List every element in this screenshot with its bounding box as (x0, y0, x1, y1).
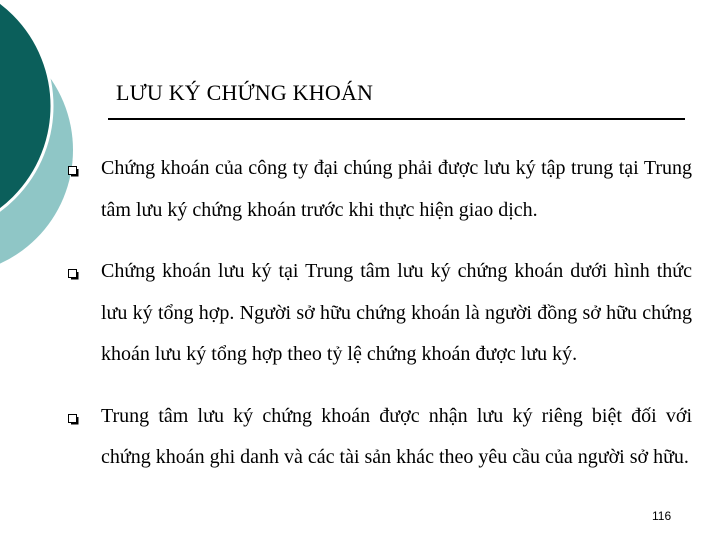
hollow-square-bullet-icon (68, 166, 79, 177)
bullet-text: Trung tâm lưu ký chứng khoán được nhận lưu ký riêng biệt đối với chứng khoán ghi danh và các tài sản khác theo yêu cầu của người sở hữu. (101, 404, 692, 468)
bullet-item (68, 148, 692, 231)
hollow-square-bullet-icon (68, 414, 79, 425)
slide-title: LƯU KÝ CHỨNG KHOÁN (116, 80, 374, 105)
hollow-square-bullet-icon (68, 269, 79, 280)
bullet-list (68, 128, 692, 499)
bullet-item (68, 251, 692, 376)
bullet-text: Chứng khoán lưu ký tại Trung tâm lưu ký chứng khoán dưới hình thức lưu ký tổng hợp. Người sở hữu chứng khoán là người đồng sở hữu chứng khoán lưu ký tổng hợp theo tỷ lệ chứng khoán được lưu ký. (101, 260, 692, 365)
page-number: 116 (652, 509, 672, 523)
bullet-item (68, 396, 692, 479)
bullet-text: Chứng khoán của công ty đại chúng phải được lưu ký tập trung tại Trung tâm lưu ký chứng khoán trước khi thực hiện giao dịch. (101, 157, 692, 221)
title-underline (108, 118, 685, 120)
